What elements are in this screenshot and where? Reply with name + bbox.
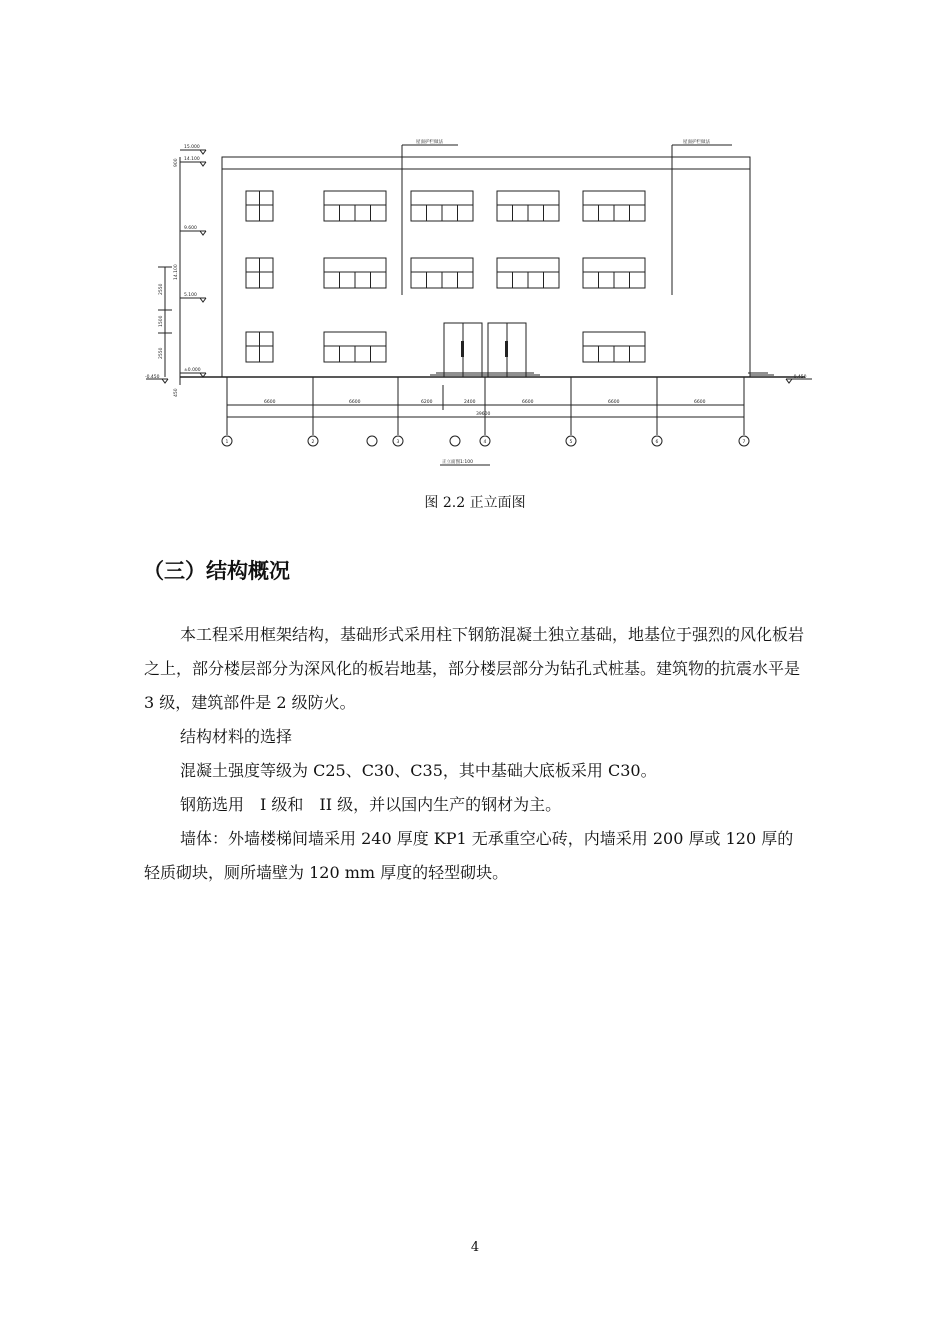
drawing-title: 正立面图1:100 (442, 460, 473, 465)
horizontal-dimension: 6600 (522, 400, 534, 405)
axis-number: 4 (483, 440, 487, 445)
axis-number: 6 (655, 440, 659, 445)
paragraph: 墙体：外墙楼梯间墙采用 240 厚度 KP1 无承重空心砖，内墙采用 200 厚或 120 厚的轻质砌块，厕所墙壁为 120 mm 厚度的轻型砌块。 (144, 829, 794, 882)
paragraph: 混凝土强度等级为 C25、C30、C35，其中基础大底板采用 C30。 (180, 761, 657, 780)
total-dimension: 39600 (476, 412, 491, 417)
horizontal-dimension: 6600 (694, 400, 706, 405)
section-heading: （三）结构概况 (143, 559, 290, 583)
elevation-label: 5.100 (184, 293, 197, 298)
elevation-svg (140, 135, 820, 470)
elevation-label: 9.600 (184, 226, 197, 231)
horizontal-dimension: 2400 (464, 400, 476, 405)
axis-number: 1 (225, 440, 229, 445)
annotation-left: 屋面护栏做法 (416, 140, 443, 145)
vertical-dimension: 900 (174, 158, 179, 167)
elevation-label: ±0.000 (184, 368, 201, 373)
vertical-dimension: 2550 (159, 347, 164, 359)
vertical-dimension: 14.100 (174, 264, 179, 280)
vertical-dimension: 450 (174, 388, 179, 397)
paragraph: 钢筋选用 I 级和 II 级，并以国内生产的钢材为主。 (180, 795, 562, 814)
horizontal-dimension: 6600 (349, 400, 361, 405)
paragraph: 本工程采用框架结构，基础形式采用柱下钢筋混凝土独立基础，地基位于强烈的风化板岩之上，部分楼层部分为深风化的板岩地基，部分楼层部分为钻孔式桩基。建筑物的抗震水平是 3 级，建筑部件是 2 级防火。 (144, 625, 805, 712)
paragraph: 结构材料的选择 (180, 727, 293, 746)
building-outline (222, 169, 750, 377)
door-handle (461, 341, 464, 357)
annotation-right: 屋面护栏做法 (683, 140, 710, 145)
body-text (144, 618, 806, 890)
horizontal-dimension: 6600 (608, 400, 620, 405)
horizontal-dimension: 6200 (421, 400, 433, 405)
axis-number: 5 (569, 440, 573, 445)
elevation-label: 14.100 (184, 157, 200, 162)
figure-caption: 图 2.2 正立面图 (424, 495, 526, 511)
parapet (222, 157, 750, 169)
axis-number: 7 (742, 440, 746, 445)
vertical-dimension: 2550 (159, 283, 164, 295)
page-number: 4 (470, 1240, 480, 1255)
right-level-label: -0.450 (792, 375, 807, 380)
axis-number: 3 (396, 440, 400, 445)
elevation-label: 15.000 (184, 145, 200, 150)
elevation-drawing (140, 135, 820, 470)
horizontal-dimension: 6600 (264, 400, 276, 405)
axis-number: 2 (311, 440, 315, 445)
vertical-dimension: 1500 (159, 315, 164, 327)
door-handle (505, 341, 508, 357)
elevation-label: -0.450 (145, 375, 160, 380)
